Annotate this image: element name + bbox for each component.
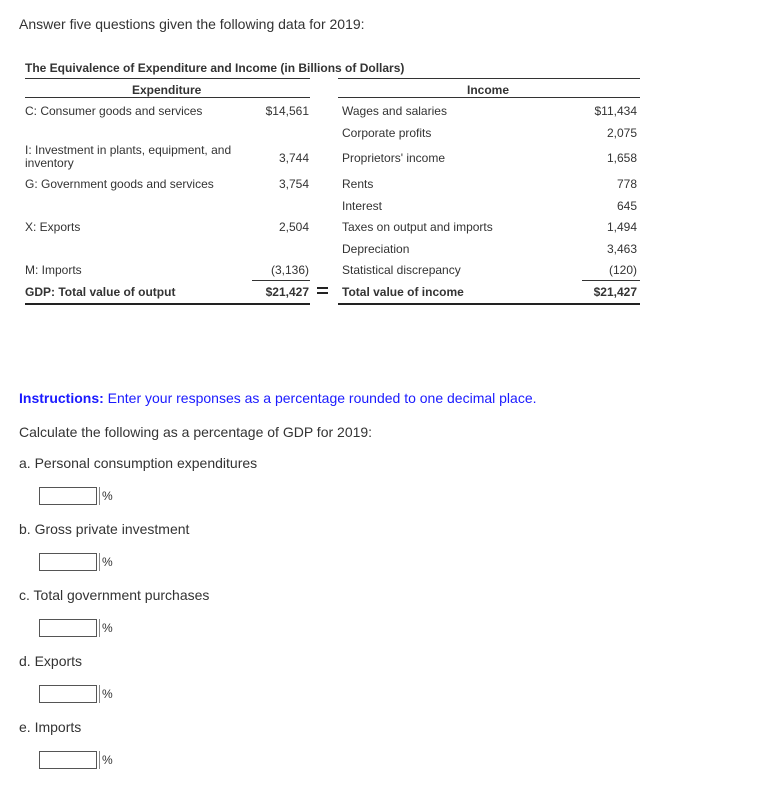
questions-header: Calculate the following as a percentage of GDP for 2019: xyxy=(19,424,373,440)
question-d-input[interactable] xyxy=(39,685,97,703)
expenditure-value-i: 3,744 xyxy=(278,151,309,165)
question-e-input[interactable] xyxy=(39,751,97,769)
question-prompt: Answer five questions given the following data for 2019: xyxy=(19,16,365,32)
income-value-depreciation: 3,463 xyxy=(606,242,637,256)
income-label-wages: Wages and salaries xyxy=(342,104,447,118)
income-value-wages: $11,434 xyxy=(594,104,637,118)
expenditure-label-i: I: Investment in plants, equipment, and inventory xyxy=(25,143,232,170)
question-c-input[interactable] xyxy=(39,619,97,637)
instructions-label: Instructions: xyxy=(19,390,104,406)
income-label-taxes: Taxes on output and imports xyxy=(342,220,493,234)
question-a-input[interactable] xyxy=(39,487,97,505)
income-label-corporate-profits: Corporate profits xyxy=(342,126,432,140)
question-c-label: c. Total government purchases xyxy=(19,587,210,603)
percent-unit: % xyxy=(99,619,113,637)
income-value-taxes: 1,494 xyxy=(606,220,637,234)
percent-unit: % xyxy=(99,685,113,703)
income-value-rents: 778 xyxy=(616,177,637,191)
expenditure-value-x: 2,504 xyxy=(278,220,309,234)
expenditure-label-g: G: Government goods and services xyxy=(25,177,214,191)
income-label-interest: Interest xyxy=(342,199,383,213)
expenditure-label-c: C: Consumer goods and services xyxy=(25,104,203,118)
income-label-statistical-discrepancy: Statistical discrepancy xyxy=(342,263,461,277)
income-label-proprietors: Proprietors' income xyxy=(342,151,445,165)
question-e-answer xyxy=(39,751,113,769)
question-a-label: a. Personal consumption expenditures xyxy=(19,455,258,471)
header-rule-left xyxy=(25,97,310,98)
income-label-depreciation: Depreciation xyxy=(342,242,410,256)
instructions-text: Enter your responses as a percentage rounded to one decimal place. xyxy=(103,390,537,406)
total-rule-right xyxy=(582,280,640,281)
table-bottom-rule-left xyxy=(25,303,310,305)
percent-unit: % xyxy=(99,553,113,571)
question-b-label: b. Gross private investment xyxy=(19,521,190,537)
income-value-total: $21,427 xyxy=(593,285,637,299)
question-a-answer xyxy=(39,487,113,505)
income-value-statistical-discrepancy: (120) xyxy=(608,263,637,277)
total-rule-left xyxy=(252,280,310,281)
percent-unit: % xyxy=(99,751,113,769)
income-value-corporate-profits: 2,075 xyxy=(606,126,637,140)
question-d-label: d. Exports xyxy=(19,653,83,669)
income-label-total: Total value of income xyxy=(342,285,464,299)
percent-unit: % xyxy=(99,487,113,505)
expenditure-header: Expenditure xyxy=(132,83,202,97)
expenditure-value-m: (3,136) xyxy=(270,263,309,277)
table-top-rule-right xyxy=(338,78,640,79)
table-bottom-rule-right xyxy=(338,303,640,305)
equals-sign xyxy=(317,286,328,295)
expenditure-value-gdp: $21,427 xyxy=(265,285,309,299)
expenditure-label-x: X: Exports xyxy=(25,220,81,234)
expenditure-value-g: 3,754 xyxy=(278,177,309,191)
table-title: The Equivalence of Expenditure and Income (in Billions of Dollars) xyxy=(25,61,405,75)
question-e-label: e. Imports xyxy=(19,719,82,735)
instructions xyxy=(19,390,537,406)
income-header: Income xyxy=(467,83,510,97)
income-value-interest: 645 xyxy=(616,199,637,213)
expenditure-label-gdp: GDP: Total value of output xyxy=(25,285,176,299)
income-label-rents: Rents xyxy=(342,177,374,191)
question-b-answer xyxy=(39,553,113,571)
expenditure-value-c: $14,561 xyxy=(265,104,309,118)
question-d-answer xyxy=(39,685,113,703)
question-c-answer xyxy=(39,619,113,637)
header-rule-right xyxy=(338,97,640,98)
question-b-input[interactable] xyxy=(39,553,97,571)
table-top-rule-left xyxy=(25,78,310,79)
income-value-proprietors: 1,658 xyxy=(606,151,637,165)
expenditure-label-m: M: Imports xyxy=(25,263,82,277)
